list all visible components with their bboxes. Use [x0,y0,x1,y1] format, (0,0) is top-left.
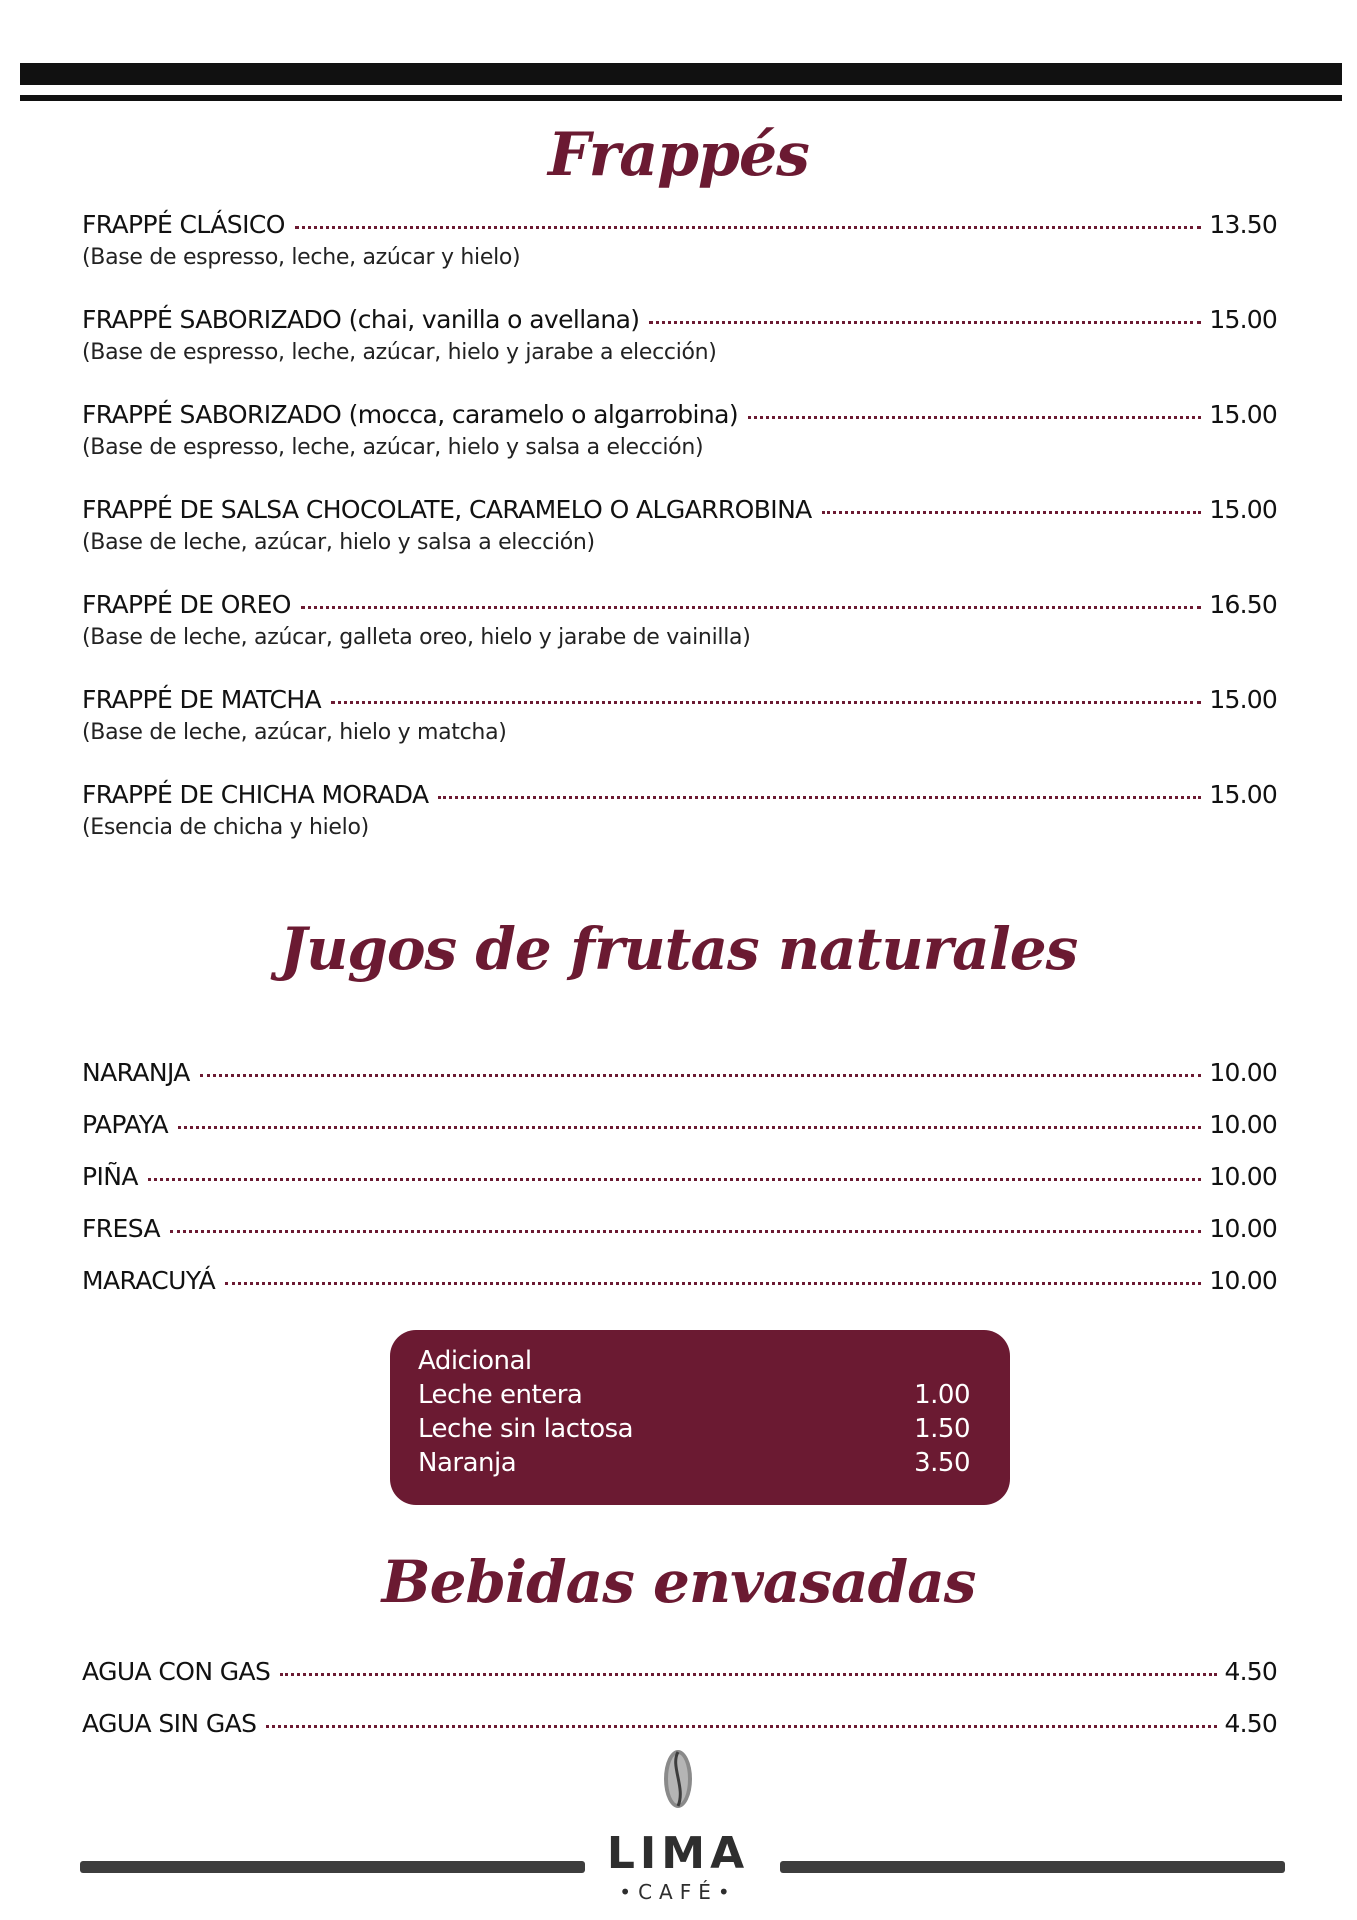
dot-leader [822,511,1202,514]
logo-subtitle: •CAFÉ• [619,1880,737,1904]
adicional-row [418,1414,970,1444]
dot-leader [266,1725,1216,1728]
item-name: FRAPPÉ SABORIZADO (mocca, caramelo o algarrobina) [82,400,738,429]
item-name: FRAPPÉ DE OREO [82,590,291,619]
item-name: NARANJA [82,1058,190,1087]
item-name: AGUA SIN GAS [82,1709,257,1738]
item-description: (Base de espresso, leche, azúcar, hielo y jarabe a elección) [82,340,717,365]
item-price: 15.00 [1209,780,1277,809]
item-price: 16.50 [1209,590,1277,619]
item-name: MARACUYÁ [82,1266,216,1295]
item-description: (Base de leche, azúcar, hielo y matcha) [82,720,507,745]
menu-item [82,305,1277,365]
dot-leader [200,1074,1202,1077]
item-name: FRAPPÉ DE MATCHA [82,685,322,714]
item-price: 15.00 [1209,685,1277,714]
item-description: (Base de espresso, leche, azúcar y hielo) [82,245,521,270]
menu-item [82,1214,1277,1243]
bebidas-title: Bebidas envasadas [381,1548,976,1616]
frappes-title: Frappés [548,120,809,190]
menu-item [82,685,1277,745]
footer-bar-left [80,1861,585,1873]
item-price: 10.00 [1209,1110,1277,1139]
dot-leader [170,1230,1201,1233]
dot-leader [178,1126,1201,1129]
dot-leader [280,1673,1216,1676]
header-bar-thick [20,63,1342,85]
adicional-title: Adicional [418,1346,532,1376]
item-price: 10.00 [1209,1214,1277,1243]
item-price: 10.00 [1209,1162,1277,1191]
item-name: FRAPPÉ SABORIZADO (chai, vanilla o avellana) [82,305,640,334]
menu-item [82,400,1277,460]
item-price: 13.50 [1209,210,1277,239]
adicional-name: Leche sin lactosa [418,1414,634,1444]
adicional-name: Naranja [418,1448,517,1478]
item-description: (Base de leche, azúcar, galleta oreo, hielo y jarabe de vainilla) [82,625,751,650]
dot-leader [649,321,1201,324]
item-price: 10.00 [1209,1058,1277,1087]
dot-leader [225,1282,1201,1285]
item-price: 4.50 [1224,1657,1277,1686]
item-name: FRAPPÉ CLÁSICO [82,210,285,239]
menu-item [82,780,1277,840]
adicional-box [390,1330,1010,1505]
menu-item [82,495,1277,555]
dot-leader [301,606,1202,609]
item-price: 15.00 [1209,400,1277,429]
menu-item [82,1162,1277,1191]
logo-wordmark: LIMA [606,1828,750,1879]
item-name: PIÑA [82,1162,138,1191]
menu-item [82,1709,1277,1738]
adicional-price: 1.50 [914,1414,970,1444]
jugos-title: Jugos de frutas naturales [279,915,1078,983]
footer-bar-right [780,1861,1285,1873]
dot-leader [331,701,1201,704]
dot-leader [438,796,1201,799]
menu-item [82,1110,1277,1139]
item-price: 15.00 [1209,305,1277,334]
adicional-price: 3.50 [914,1448,970,1478]
item-description: (Esencia de chicha y hielo) [82,815,369,840]
item-name: FRAPPÉ DE SALSA CHOCOLATE, CARAMELO O ALGARROBINA [82,495,812,524]
dot-leader [295,226,1202,229]
coffee-bean-icon [662,1748,694,1814]
item-price: 10.00 [1209,1266,1277,1295]
menu-item [82,210,1277,270]
menu-item [82,1058,1277,1087]
adicional-row [418,1380,970,1410]
item-name: PAPAYA [82,1110,169,1139]
item-price: 15.00 [1209,495,1277,524]
item-price: 4.50 [1224,1709,1277,1738]
item-description: (Base de leche, azúcar, hielo y salsa a elección) [82,530,595,555]
item-name: FRAPPÉ DE CHICHA MORADA [82,780,429,809]
menu-item [82,1266,1277,1295]
item-name: FRESA [82,1214,160,1243]
dot-leader [748,416,1201,419]
adicional-price: 1.00 [914,1380,970,1410]
item-name: AGUA CON GAS [82,1657,271,1686]
adicional-row [418,1448,970,1478]
adicional-name: Leche entera [418,1380,583,1410]
dot-leader [148,1178,1202,1181]
header-bar-thin [20,95,1342,101]
item-description: (Base de espresso, leche, azúcar, hielo y salsa a elección) [82,435,704,460]
menu-item [82,590,1277,650]
menu-item [82,1657,1277,1686]
